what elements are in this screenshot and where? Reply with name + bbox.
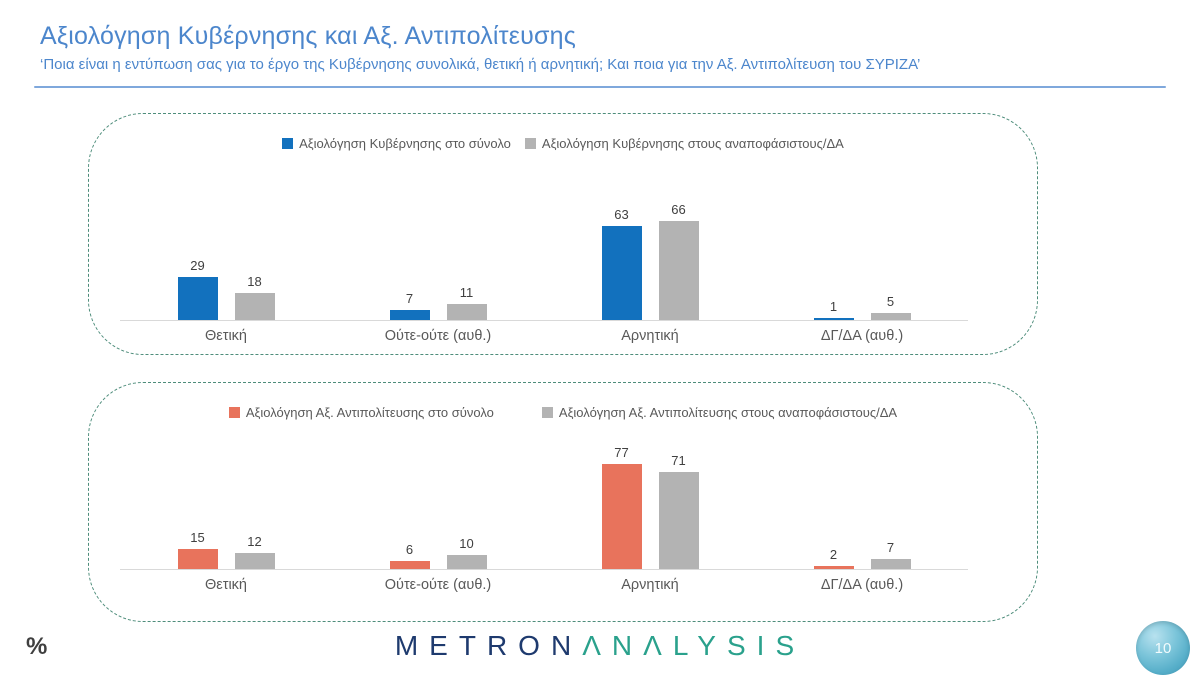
bar-cell	[178, 530, 218, 569]
bar	[814, 566, 854, 569]
chart-legend	[89, 114, 1037, 150]
bar	[871, 313, 911, 321]
legend-item	[282, 136, 511, 151]
bar-value-label: 63	[614, 206, 629, 222]
bar	[659, 472, 699, 569]
category-label: Ούτε-ούτε (αυθ.)	[384, 328, 492, 344]
chart-legend	[89, 383, 1037, 419]
bar-cell	[447, 536, 487, 569]
bar	[178, 277, 218, 321]
legend-label: Αξιολόγηση Κυβέρνησης στους αναποφάσιστους/ΔΑ	[541, 135, 844, 151]
bar-value-label: 77	[614, 445, 629, 461]
bars-row	[120, 419, 968, 569]
legend-item	[542, 405, 897, 420]
bar	[178, 549, 218, 569]
bar-cell	[814, 299, 854, 320]
legend-label: Αξιολόγηση Αξ. Αντιπολίτευσης στο σύνολο	[245, 404, 494, 420]
bar-value-label: 11	[459, 284, 474, 300]
bar-cell	[390, 542, 430, 569]
bar-cell	[602, 207, 642, 321]
category-label: Ούτε-ούτε (αυθ.)	[384, 577, 492, 593]
legend-swatch	[282, 138, 293, 149]
bar-group	[332, 536, 544, 569]
legend-label: Αξιολόγηση Κυβέρνησης στο σύνολο	[299, 135, 511, 151]
bar-cell	[447, 285, 487, 321]
bar	[871, 559, 911, 569]
legend-label: Αξιολόγηση Αξ. Αντιπολίτευσης στους αναποφάσιστους/ΔΑ	[558, 404, 898, 420]
bars-row	[120, 150, 968, 320]
bar	[235, 553, 275, 569]
bar-group	[544, 202, 756, 320]
bar-cell	[602, 445, 642, 569]
bar-cell	[390, 291, 430, 321]
bar-value-label: 71	[671, 453, 686, 469]
bar	[390, 561, 430, 569]
chart-plot	[120, 419, 968, 593]
bar-cell	[814, 547, 854, 569]
bar	[447, 304, 487, 321]
legend-item	[229, 405, 494, 420]
bar	[814, 318, 854, 320]
category-axis-labels	[120, 570, 968, 593]
percent-unit-label: %	[26, 633, 48, 660]
category-axis-labels	[120, 321, 968, 344]
chart-plot	[120, 150, 968, 344]
bar-value-label: 12	[247, 533, 262, 549]
bar-value-label: 29	[190, 257, 205, 273]
header-divider	[34, 86, 1166, 88]
bar-group	[120, 258, 332, 321]
bar-value-label: 7	[886, 540, 895, 556]
bar	[602, 226, 642, 321]
bar-value-label: 6	[405, 541, 414, 557]
bar-value-label: 10	[459, 536, 474, 552]
metron-analysis-logo	[0, 630, 1200, 662]
bar-group	[756, 540, 968, 569]
header	[40, 22, 1160, 73]
bar	[390, 310, 430, 321]
government-evaluation-chart-panel	[88, 113, 1038, 355]
bar-cell	[178, 258, 218, 321]
bar-cell	[871, 294, 911, 321]
bar-cell	[871, 540, 911, 569]
bar	[602, 464, 642, 569]
bar-cell	[235, 274, 275, 320]
bar	[447, 555, 487, 569]
category-label: ΔΓ/ΔΑ (αυθ.)	[820, 577, 904, 593]
legend-swatch	[525, 138, 536, 149]
bar-group	[756, 294, 968, 321]
category-label: Θετική	[204, 577, 247, 593]
bar-group	[544, 445, 756, 569]
bar-group	[332, 285, 544, 321]
category-label: Αρνητική	[621, 577, 679, 593]
category-label: ΔΓ/ΔΑ (αυθ.)	[820, 328, 904, 344]
legend-item	[525, 136, 844, 151]
legend-swatch	[542, 407, 553, 418]
category-label: Αρνητική	[621, 328, 679, 344]
bar-value-label: 66	[671, 202, 686, 217]
category-label: Θετική	[204, 328, 247, 344]
bar	[659, 221, 699, 320]
page-subtitle: ‘Ποια είναι η εντύπωση σας για το έργο της Κυβέρνησης συνολικά, θετική ή αρνητική; Και ποια για την Αξ. Αντιπολίτευση του ΣΥΡΙΖΑ’	[40, 56, 921, 73]
bar-cell	[659, 202, 699, 320]
logo-metron-text: METRON	[394, 630, 583, 661]
bar-value-label: 2	[829, 547, 838, 563]
page-number: 10	[1154, 639, 1172, 657]
page-title: Αξιολόγηση Κυβέρνησης και Αξ. Αντιπολίτευσης	[40, 22, 576, 50]
legend-swatch	[229, 407, 240, 418]
logo-analysis-text: ΛNΛLYSIS	[582, 630, 806, 661]
page-number-badge	[1136, 621, 1190, 675]
bar-value-label: 18	[247, 274, 262, 289]
bar-value-label: 1	[829, 299, 838, 314]
bar-cell	[659, 453, 699, 569]
bar-value-label: 15	[190, 529, 205, 545]
bar-value-label: 5	[886, 293, 895, 309]
bar	[235, 293, 275, 320]
bar-group	[120, 530, 332, 569]
bar-cell	[235, 534, 275, 569]
opposition-evaluation-chart-panel	[88, 382, 1038, 622]
bar-value-label: 7	[405, 290, 414, 306]
